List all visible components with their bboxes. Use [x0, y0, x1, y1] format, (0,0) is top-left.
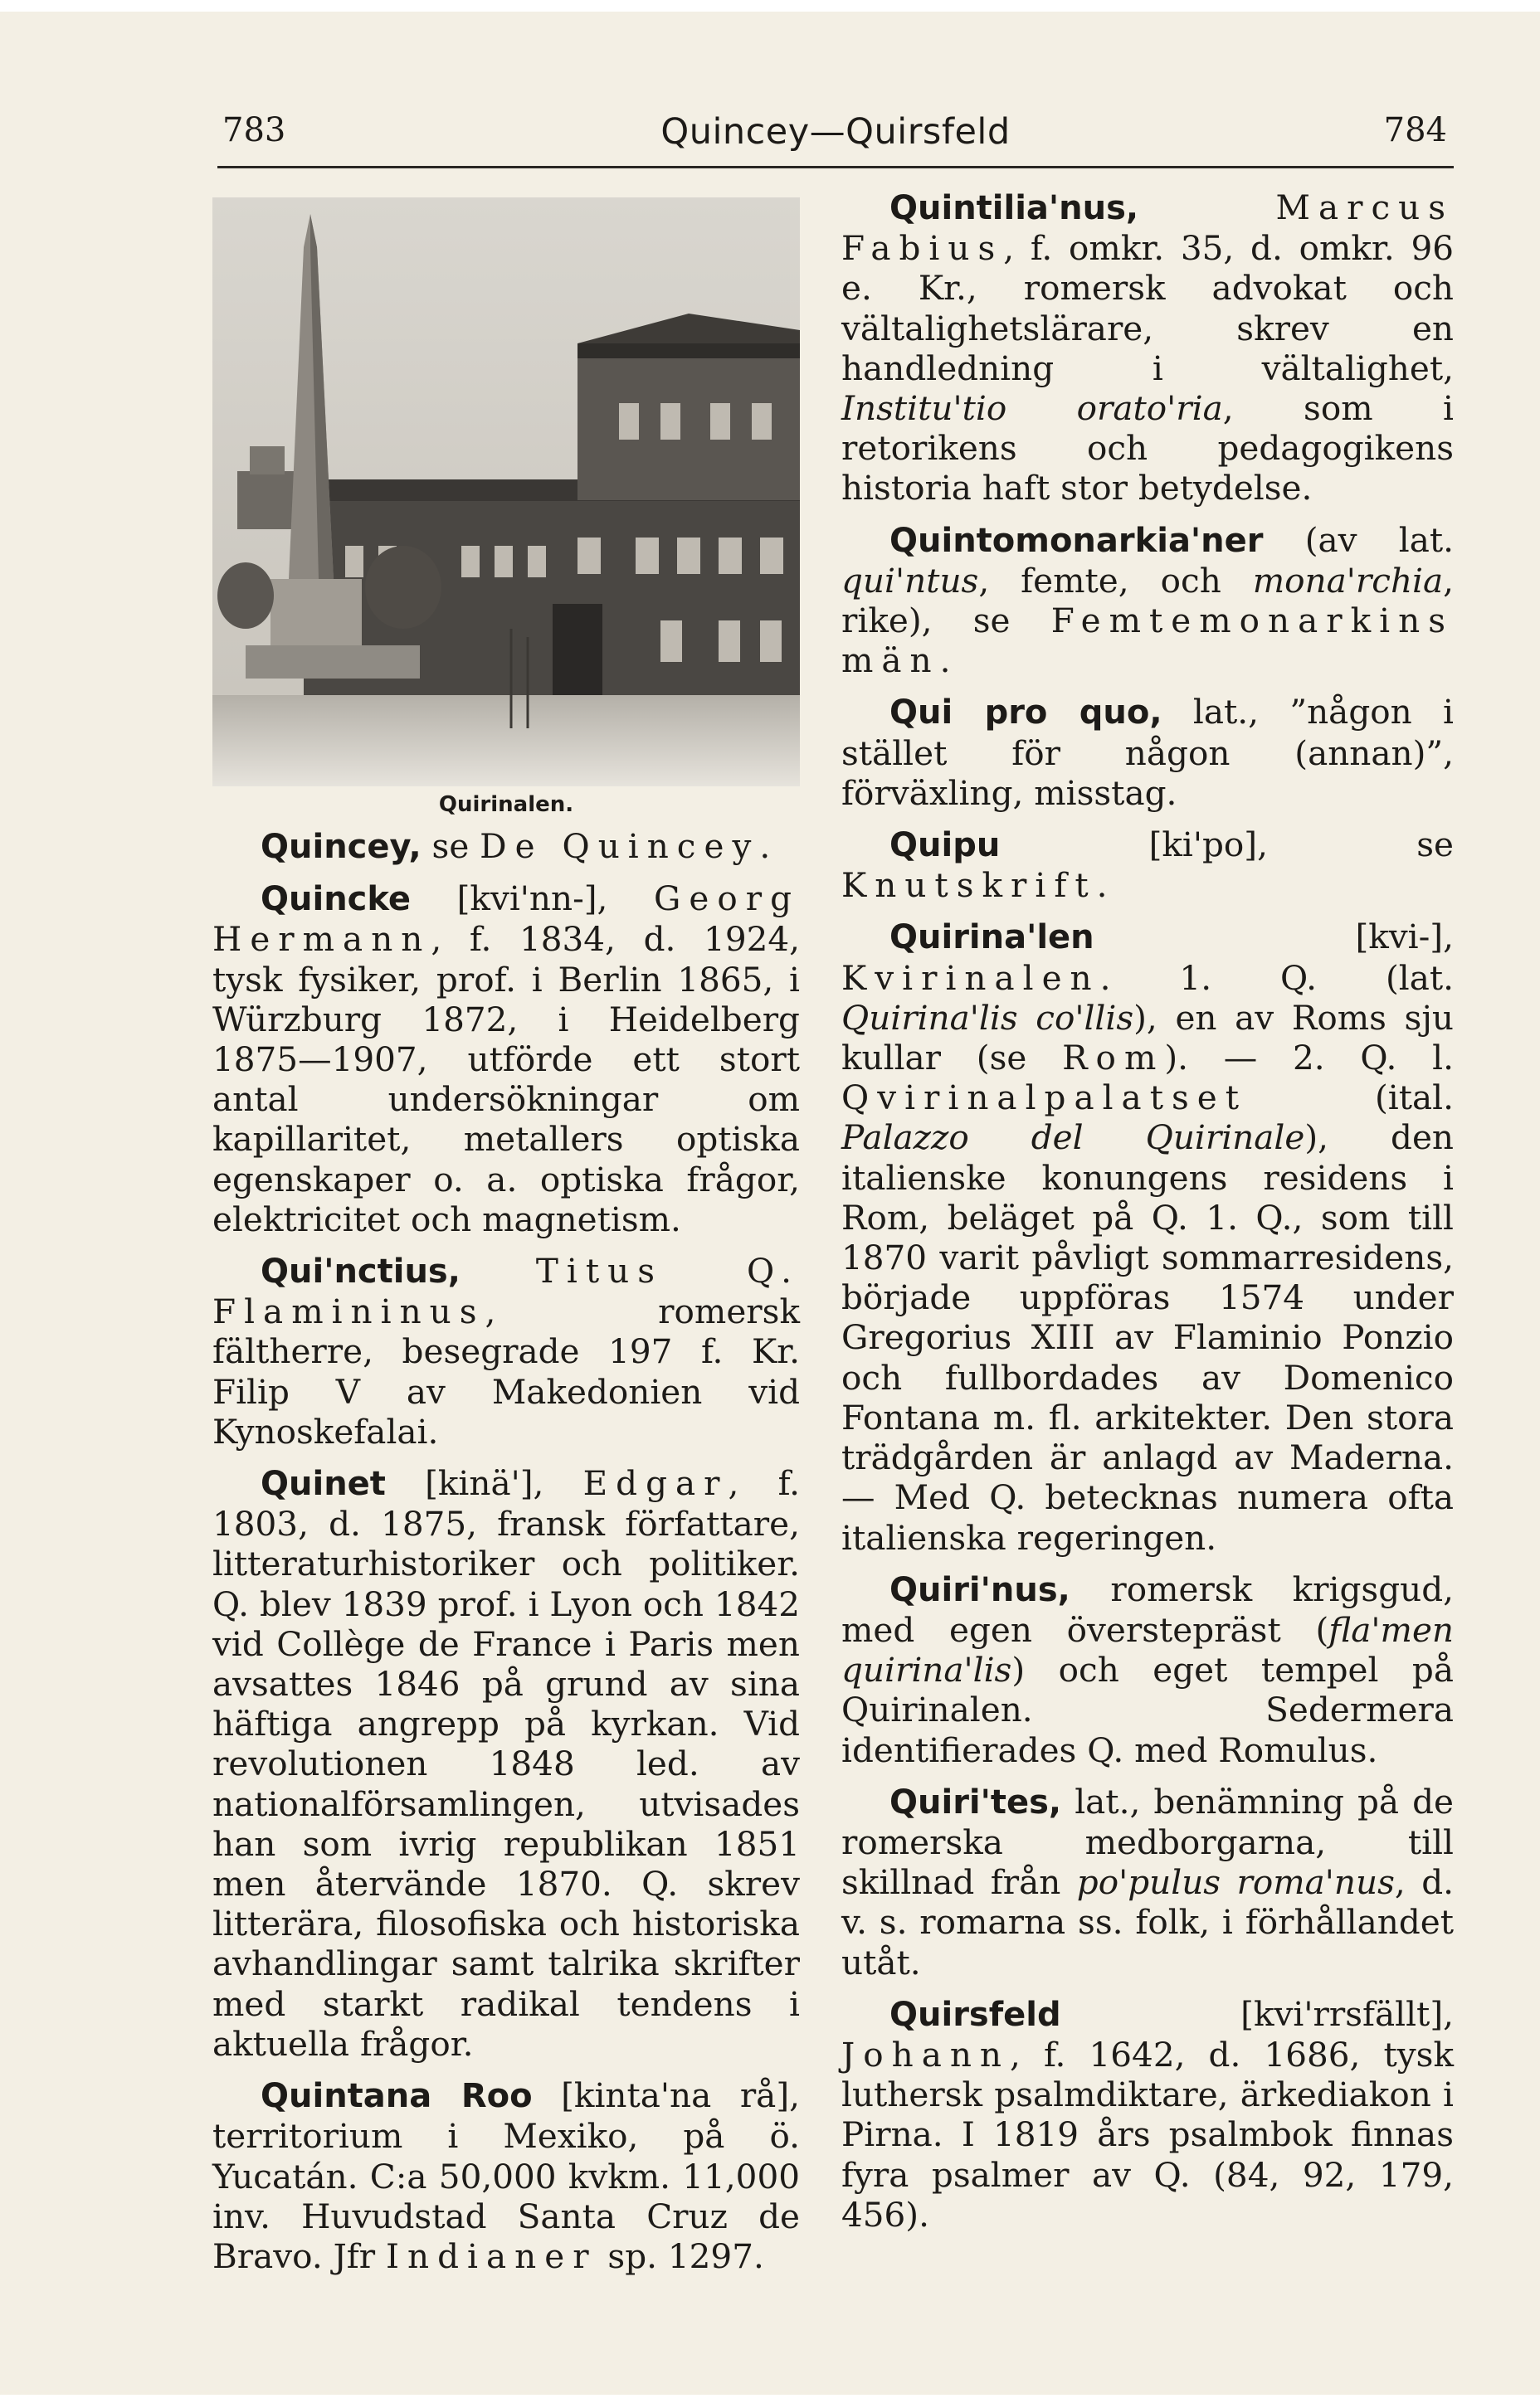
- page-edge: [0, 0, 1540, 12]
- entry-quirinalen: [841, 917, 1454, 1557]
- entry-quirinus: [841, 1569, 1454, 1770]
- entry-text: .: [759, 826, 771, 866]
- entry-text: ), en av Roms sju kullar (se: [841, 997, 1454, 1078]
- page-edge: [0, 2395, 1540, 2408]
- entry-text: (av lat.: [1263, 519, 1454, 560]
- entry-text: sp. 1297.: [597, 2235, 764, 2276]
- entry-quipu: [841, 825, 1454, 905]
- spaced-reference: Femtemonarkins män: [841, 601, 1454, 681]
- entry-text: , f. 1834, d. 1924, tysk fysiker, prof. i Berlin 1865, i Würzburg 1872, i Heidelberg 1875—1907, utförde ett stort antal undersökningar om kapillaritet, metallers optiska egenskaper o. a. optiska frågor, elektricitet och magnetism.: [212, 919, 800, 1239]
- entry-text: [kvi'rrsfällt],: [1060, 1993, 1454, 2034]
- entry-text: romersk krigsgud, med egen överstepräst (: [841, 1569, 1454, 1650]
- running-head: Quincey—Quirsfeld: [660, 111, 1011, 153]
- headword: Quintomonarkia'ner: [889, 521, 1264, 560]
- italic-term: po'pulus roma'nus: [1076, 1862, 1395, 1903]
- entry-text: (ital.: [1247, 1078, 1454, 1118]
- headword: Quiri'nus,: [889, 1570, 1070, 1609]
- spaced-name: Kvirinalen: [841, 957, 1100, 998]
- left-column: [212, 197, 800, 2288]
- entry-text: ). — 2. Q. l.: [1164, 1038, 1454, 1078]
- entry-text: .: [1096, 865, 1108, 906]
- page-number-left: 783: [222, 111, 286, 149]
- entry-text: lat., benämning på de romerska medborgarna, till skillnad från: [841, 1781, 1454, 1903]
- entry-text: se: [421, 826, 480, 866]
- headword: Qui'nctius,: [261, 1253, 461, 1292]
- entry-text: , f. 1803, d. 1875, fransk författare, litteraturhistoriker och politiker. Q. blev 1839 prof. i Lyon och 1842 vid Collège de France i Paris men avsattes 1846 på grund av sina häftiga angrepp på kyrkan. Vid revolutionen 1848 led. av nationalförsamlingen, utvisades han som ivrig republikan 1851 men återvände 1870. Q. skrev litterära, filosofiska och historiska avhandlingar samt talrika skrifter med starkt radikal tendens i aktuella frågor.: [212, 1463, 800, 2064]
- headword: Quipu: [889, 826, 1001, 865]
- figure-caption: Quirinalen.: [438, 792, 574, 817]
- entry-text: ) och eget tempel på Quirinalen. Sedermera identifierades Q. med Romulus.: [841, 1650, 1454, 1770]
- header-rule: [217, 166, 1454, 168]
- entry-text: , romersk fältherre, besegrade 197 f. Kr. Filip V av Makedonien vid Kynoskefalai.: [212, 1292, 800, 1452]
- entry-quirites: [841, 1782, 1454, 1982]
- page-header: [217, 106, 1454, 164]
- entry-quintilianus: [841, 187, 1454, 508]
- entry-quintomonarkianer: [841, 520, 1454, 681]
- entry-text: , d. v. s. romarna ss. folk, i förhållandet utåt.: [841, 1862, 1454, 1982]
- page-number-right: 784: [1383, 111, 1447, 149]
- right-column: [841, 187, 1454, 2246]
- headword: Quintilia'nus,: [889, 189, 1139, 227]
- spaced-name: Titus Q. Flamininus: [212, 1251, 801, 1332]
- entry-text: , femte, och: [978, 560, 1253, 601]
- italic-title: Institu'tio orato'ria: [841, 388, 1223, 429]
- quirinal-palace-photo: [212, 197, 800, 786]
- headword: Quincey,: [261, 828, 422, 866]
- entry-text: [ki'po], se: [1000, 825, 1454, 865]
- entry-quinet: [212, 1463, 800, 2064]
- spaced-name: Georg Hermann: [212, 878, 800, 960]
- entry-quirsfeld: [841, 1994, 1454, 2235]
- spaced-reference: Indianer: [386, 2235, 597, 2276]
- spaced-name: Johann: [841, 2034, 1011, 2075]
- entry-text: , rike), se: [841, 560, 1454, 641]
- entry-text: ), den italienske konungens residens i Rom, beläget på Q. 1. Q., som till 1870 varit påvligt sommarresidens, började uppföras 1574 under Gregorius XIII av Flaminio Ponzio och fullbordades av Domenico Fontana m. fl. arkitekter. Den stora trädgården är anlagd av Maderna. — Med Q. betecknas numera ofta italienska regeringen.: [841, 1117, 1454, 1558]
- entry-text: .: [939, 640, 951, 681]
- spaced-name: Qvirinalpalatset: [841, 1078, 1248, 1118]
- entry-text: , f. omkr. 35, d. omkr. 96 e. Kr., romersk advokat och vältalighetslärare, skrev en handledning i vältalighet,: [841, 228, 1454, 388]
- entry-text: [1138, 187, 1275, 227]
- italic-term: Palazzo del Quirinale: [841, 1117, 1305, 1158]
- entry-quincke: [212, 878, 800, 1239]
- headword: Quinet: [261, 1465, 386, 1504]
- entry-text: [kinä'],: [385, 1463, 583, 1504]
- entry-text: [kinta'na rå], territorium i Mexiko, på ö. Yucatán. C:a 50,000 kvkm. 11,000 inv. Huvudstad Santa Cruz de Bravo. Jfr: [212, 2075, 800, 2276]
- entry-text: , f. 1642, d. 1686, tysk luthersk psalmdiktare, ärkediakon i Pirna. I 1819 års psalmbok finnas fyra psalmer av Q. (84, 92, 179, 456).: [841, 2034, 1454, 2235]
- headword: Quintana Roo: [261, 2077, 533, 2116]
- italic-term: fla'men quirina'lis: [841, 1609, 1454, 1690]
- italic-term: Quirina'lis co'llis: [841, 997, 1134, 1038]
- entry-text: [461, 1251, 536, 1291]
- spaced-name: Marcus Fabius: [841, 187, 1454, 269]
- entry-text: [kvi'nn-],: [411, 878, 654, 919]
- spaced-reference: Rom: [1062, 1038, 1165, 1078]
- italic-term: qui'ntus: [841, 560, 979, 601]
- entry-quincey: [212, 826, 800, 867]
- entry-text: [kvi-],: [1094, 917, 1454, 957]
- entry-quintana-roo: [212, 2075, 800, 2276]
- entry-text: lat., ”någon i stället för någon (annan)”, förväxling, misstag.: [841, 692, 1454, 813]
- headword: Quincke: [261, 880, 412, 919]
- headword: Quirsfeld: [889, 1995, 1061, 2034]
- spaced-name: Edgar: [582, 1463, 729, 1504]
- entry-text: , som i retorikens och pedagogikens historia haft stor betydelse.: [841, 388, 1454, 508]
- figure-quirinal-palace: [212, 197, 800, 821]
- spaced-reference: De Quincey: [480, 826, 760, 866]
- entry-qui-pro-quo: [841, 692, 1454, 813]
- headword: Qui pro quo,: [889, 693, 1162, 732]
- headword: Quirina'len: [889, 918, 1094, 957]
- entry-text: . 1. Q. (lat.: [1099, 957, 1454, 998]
- entry-quinctius: [212, 1251, 800, 1452]
- spaced-reference: Knutskrift: [841, 865, 1097, 906]
- headword: Quiri'tes,: [889, 1783, 1062, 1822]
- italic-term: mona'rchia: [1252, 560, 1444, 601]
